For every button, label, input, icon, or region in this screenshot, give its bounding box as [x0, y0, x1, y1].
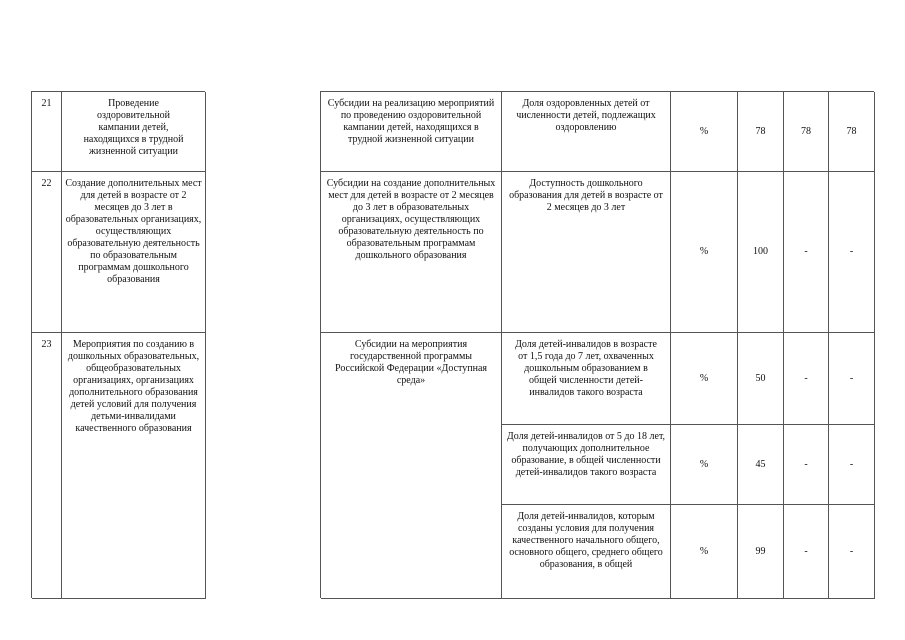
- indicator-23b: Доля детей-инвалидов от 5 до 18 лет, получающих дополнительное образование, в общей численности детей-инвалидов такого возраста: [502, 425, 671, 505]
- value-23b-3: -: [829, 425, 875, 505]
- subsidy-23: Субсидии на мероприятия государственной программы Российской Федерации «Доступная среда»: [321, 333, 502, 599]
- value-22-1: 100: [738, 172, 784, 333]
- indicator-23a: Доля детей-инвалидов в возрасте от 1,5 года до 7 лет, охваченных дошкольным образованием в общей численности детей-инвалидов такого возраста: [502, 333, 671, 425]
- indicator-23c: Доля детей-инвалидов, которым созданы условия для получения качественного начального общего, основного общего, среднего общего образования, в общей: [502, 505, 671, 599]
- value-23a-2: -: [784, 333, 829, 425]
- value-23a-3: -: [829, 333, 875, 425]
- left-table: [31, 91, 205, 598]
- indicator-22: Доступность дошкольного образования для детей в возрасте от 2 месяцев до 3 лет: [502, 172, 671, 333]
- right-table: [320, 91, 874, 598]
- indicator-21: Доля оздоровленных детей от численности детей, подлежащих оздоровлению: [502, 92, 671, 172]
- row-number-22: 22: [32, 172, 62, 333]
- value-22-3: -: [829, 172, 875, 333]
- value-23c-3: -: [829, 505, 875, 599]
- unit-22: %: [671, 172, 738, 333]
- unit-23b: %: [671, 425, 738, 505]
- row-name-21: Проведение оздоровительной кампании детей, находящихся в трудной жизненной ситуации: [62, 92, 206, 172]
- value-23a-1: 50: [738, 333, 784, 425]
- value-22-2: -: [784, 172, 829, 333]
- unit-21: %: [671, 92, 738, 172]
- unit-23c: %: [671, 505, 738, 599]
- subsidy-21: Субсидии на реализацию мероприятий по проведению оздоровительной кампании детей, находящихся в трудной жизненной ситуации: [321, 92, 502, 172]
- row-name-22: Создание дополнительных мест для детей в возрасте от 2 месяцев до 3 лет в образовательных организациях, осуществляющих образовательную деятельность по образовательным программам дошкольного образования: [62, 172, 206, 333]
- value-21-3: 78: [829, 92, 875, 172]
- value-23c-2: -: [784, 505, 829, 599]
- row-number-21: 21: [32, 92, 62, 172]
- value-23b-2: -: [784, 425, 829, 505]
- unit-23a: %: [671, 333, 738, 425]
- value-21-1: 78: [738, 92, 784, 172]
- subsidy-22: Субсидии на создание дополнительных мест для детей в возрасте от 2 месяцев до 3 лет в образовательных организациях, осуществляющих образовательную деятельность по образовательным программам дошкольного образования: [321, 172, 502, 333]
- row-name-23: Мероприятия по созданию в дошкольных образовательных, общеобразовательных организациях, организациях дополнительного образования детей условий для получения детьми-инвалидами качественного образования: [62, 333, 206, 599]
- value-23c-1: 99: [738, 505, 784, 599]
- row-number-23: 23: [32, 333, 62, 599]
- value-21-2: 78: [784, 92, 829, 172]
- value-23b-1: 45: [738, 425, 784, 505]
